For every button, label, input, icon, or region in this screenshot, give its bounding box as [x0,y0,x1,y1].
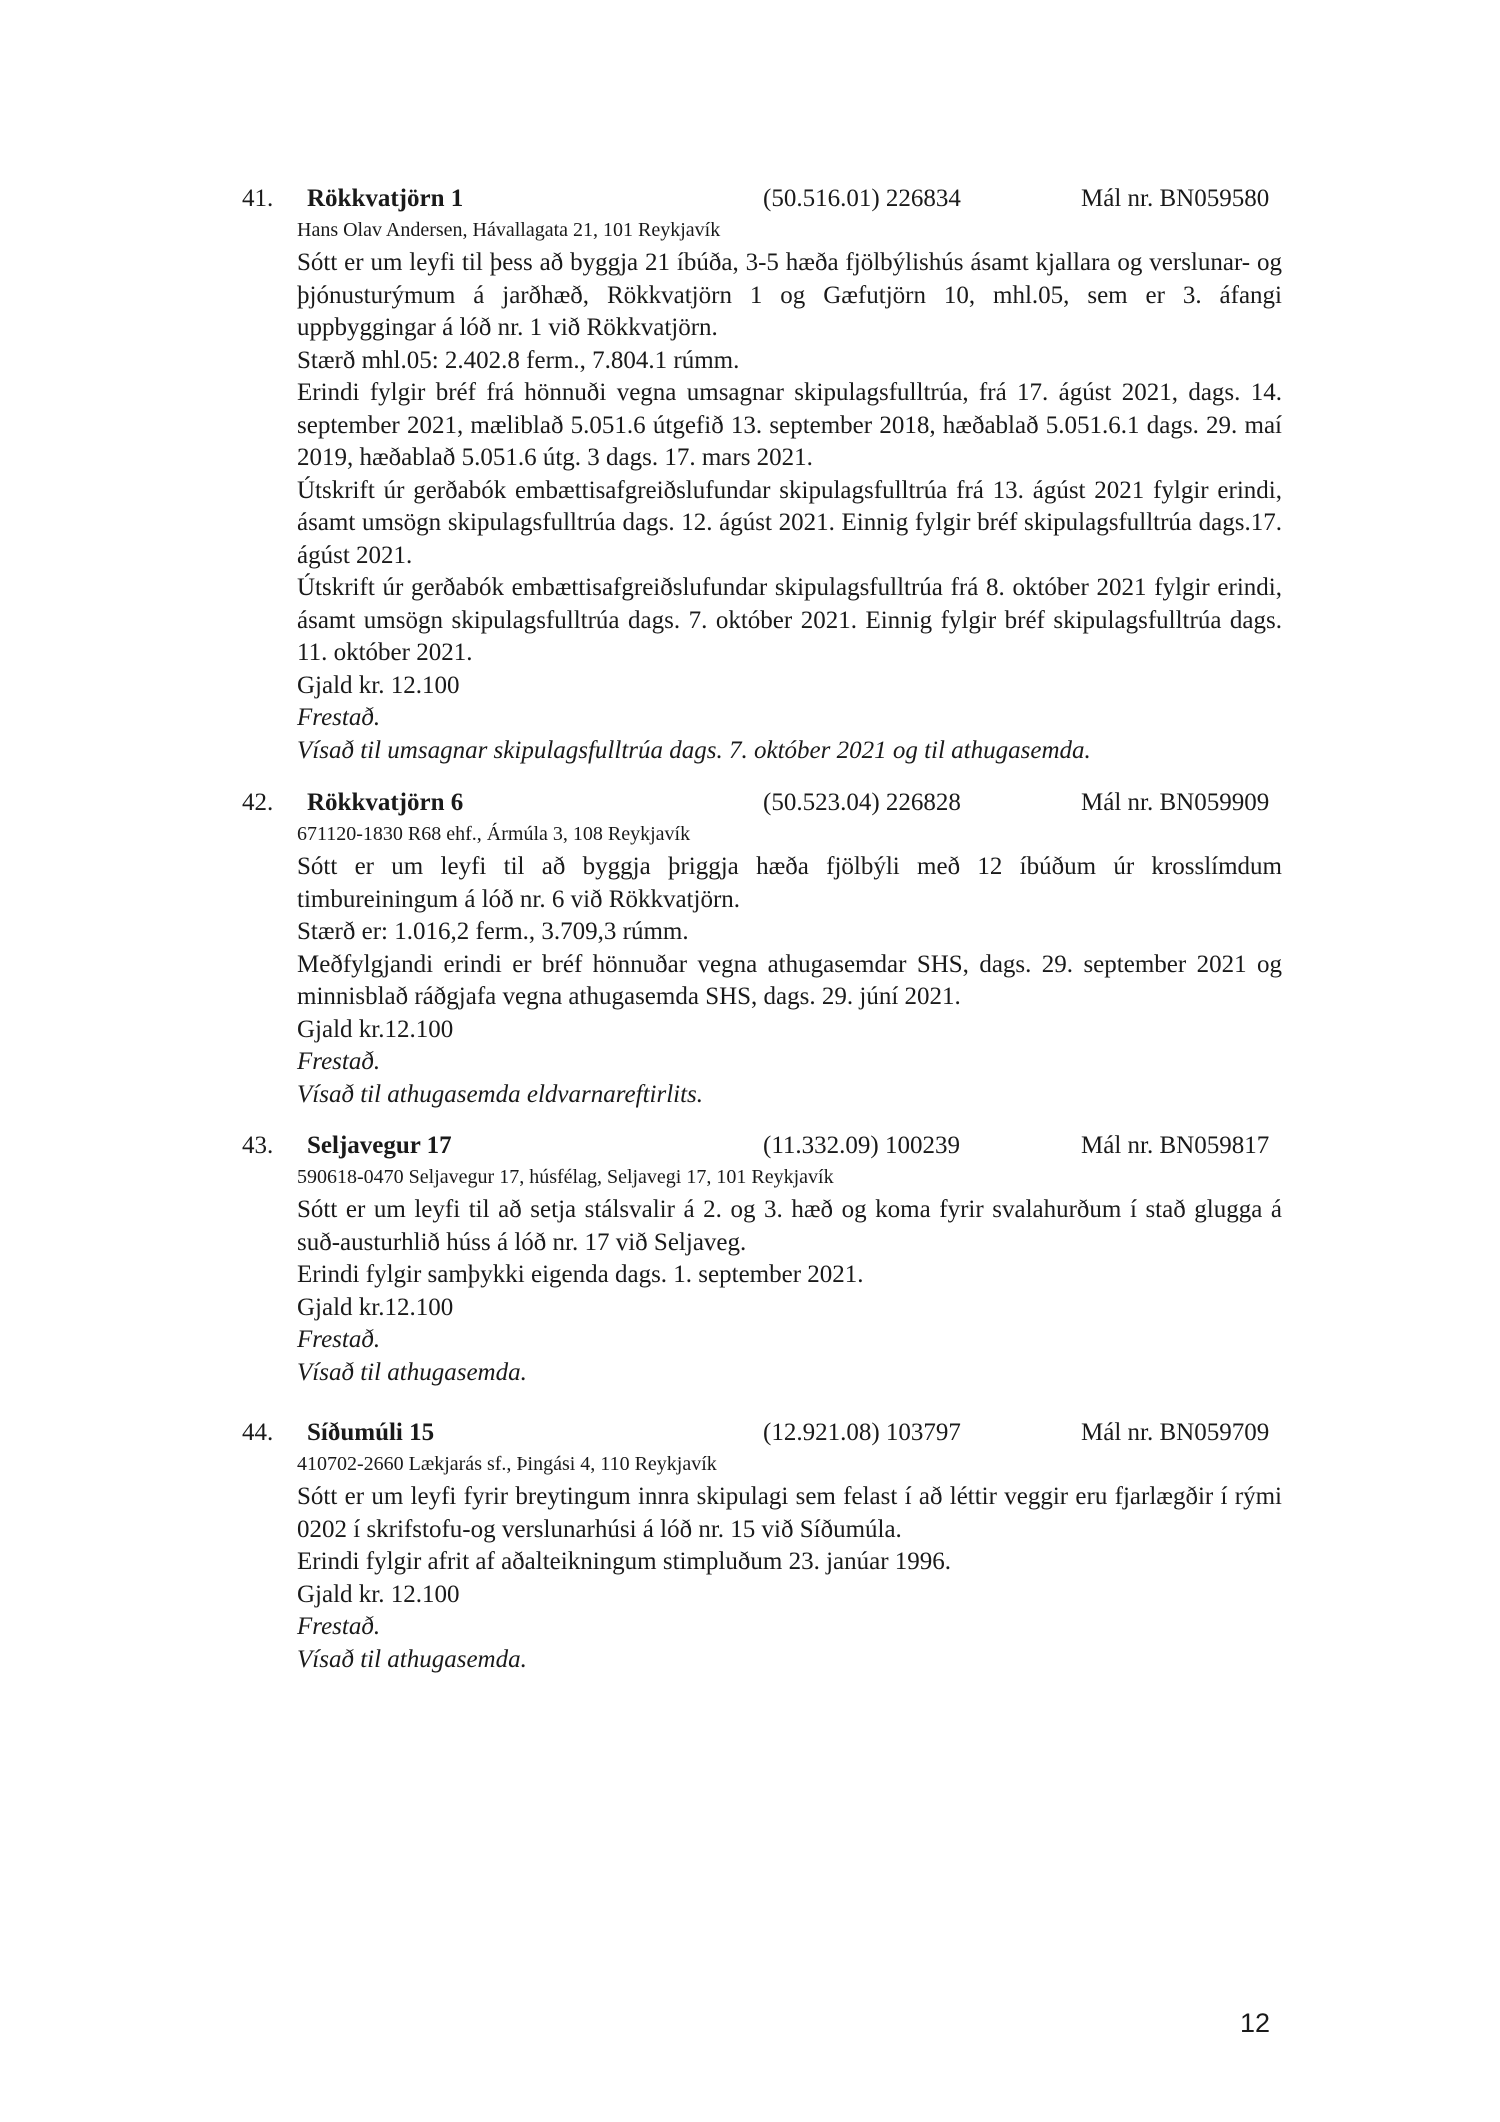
case-malnr: Mál nr. BN059817 [1081,1132,1270,1159]
case-street: Rökkvatjörn 6 [307,789,464,816]
case-ids: (50.523.04) 226828 [763,789,961,816]
case-paragraph: Sótt er um leyfi til að byggja þriggja hæða fjölbýli með 12 íbúðum úr krosslímdum timbureiningum á lóð nr. 6 við Rökkvatjörn. [297,853,1282,913]
case-header [0,1415,1500,1451]
case-paragraph: Útskrift úr gerðabók embættisafgreiðslufundar skipulagsfulltrúa frá 13. ágúst 2021 fylgir erindi, ásamt umsögn skipulagsfulltrúa dags. 12. ágúst 2021. Einnig fylgir bréf skipulagsfulltrúa dags.17. ágúst 2021. [297,476,1282,569]
applicant: 410702-2660 Lækjarás sf., Þingási 4, 110 Reykjavík [297,1453,717,1475]
case-paragraph: Erindi fylgir afrit af aðalteikningum stimpluðum 23. janúar 1996. [297,1548,952,1575]
case-42 [0,785,1500,1111]
case-malnr: Mál nr. BN059909 [1081,789,1270,816]
case-number: 43. [242,1132,274,1159]
case-paragraph: Sótt er um leyfi til þess að byggja 21 íbúða, 3-5 hæða fjölbýlishús ásamt kjallara og verslunar- og þjónusturýmum á jarðhæð, Rökkvatjörn 1 og Gæfutjörn 10, mhl.05, sem er 3. áfangi uppbyggingar á lóð nr. 1 við Rökkvatjörn. [297,249,1282,341]
case-number: 42. [242,789,274,816]
page-number: 12 [1240,2008,1271,2038]
case-header [0,1128,1500,1164]
case-paragraph: Erindi fylgir samþykki eigenda dags. 1. september 2021. [297,1261,864,1288]
case-body [297,821,1282,1111]
case-paragraph: Gjald kr.12.100 [297,1293,454,1321]
case-paragraph: Sótt er um leyfi til að setja stálsvalir á 2. og 3. hæð og koma fyrir svalahurðum í stað glugga á suð-austurhlið húss á lóð nr. 17 við Seljaveg. [297,1196,1282,1256]
case-paragraph: Gjald kr. 12.100 [297,1580,460,1608]
case-street: Seljavegur 17 [307,1132,452,1159]
case-malnr: Mál nr. BN059580 [1081,185,1270,212]
case-ids: (50.516.01) 226834 [763,185,961,212]
case-note: Vísað til athugasemda. [297,1645,527,1673]
case-header [0,181,1500,217]
case-number: 44. [242,1419,274,1446]
applicant: Hans Olav Andersen, Hávallagata 21, 101 Reykjavík [297,219,721,241]
case-malnr: Mál nr. BN059709 [1081,1419,1270,1446]
case-paragraph: Meðfylgjandi erindi er bréf hönnuðar vegna athugasemdar SHS, dags. 29. september 2021 og minnisblað ráðgjafa vegna athugasemda SHS, dags. 29. júní 2021. [297,950,1282,1010]
case-paragraph: Útskrift úr gerðabók embættisafgreiðslufundar skipulagsfulltrúa frá 8. október 2021 fylgir erindi, ásamt umsögn skipulagsfulltrúa dags. 7. október 2021. Einnig fylgir bréf skipulagsfulltrúa dags. 11. október 2021. [297,574,1282,666]
case-street: Síðumúli 15 [307,1419,435,1446]
case-body [297,217,1282,767]
applicant: 671120-1830 R68 ehf., Ármúla 3, 108 Reykjavík [297,823,691,845]
case-street: Rökkvatjörn 1 [307,185,464,212]
case-ids: (12.921.08) 103797 [763,1419,961,1446]
case-body [297,1451,1282,1676]
case-status: Frestað. [297,1613,381,1640]
applicant: 590618-0470 Seljavegur 17, húsfélag, Seljavegi 17, 101 Reykjavík [297,1166,834,1188]
case-44 [0,1415,1500,1676]
case-paragraph: Gjald kr.12.100 [297,1015,454,1043]
case-note: Vísað til athugasemda eldvarnareftirlits. [297,1080,704,1108]
case-header [0,785,1500,821]
case-paragraph: Gjald kr. 12.100 [297,671,460,699]
case-paragraph: Erindi fylgir bréf frá hönnuði vegna umsagnar skipulagsfulltrúa, frá 17. ágúst 2021, dags. 14. september 2021, mæliblað 5.051.6 útgefið 13. september 2018, hæðablað 5.051.6.1 dags. 29. maí 2019, hæðablað 5.051.6 útg. 3 dags. 17. mars 2021. [297,379,1282,471]
case-43 [0,1128,1500,1389]
case-status: Frestað. [297,1326,381,1353]
case-body [297,1164,1282,1389]
case-note: Vísað til athugasemda. [297,1358,527,1386]
case-note: Vísað til umsagnar skipulagsfulltrúa dags. 7. október 2021 og til athugasemda. [297,736,1091,764]
case-status: Frestað. [297,704,381,731]
case-status: Frestað. [297,1048,381,1075]
case-ids: (11.332.09) 100239 [763,1132,960,1159]
case-number: 41. [242,185,274,212]
case-paragraph: Sótt er um leyfi fyrir breytingum innra skipulagi sem felast í að léttir veggir eru fjarlægðir í rými 0202 í skrifstofu-og verslunarhúsi á lóð nr. 15 við Síðumúla. [297,1483,1282,1543]
case-paragraph: Stærð er: 1.016,2 ferm., 3.709,3 rúmm. [297,918,689,945]
case-41 [0,181,1500,767]
case-paragraph: Stærð mhl.05: 2.402.8 ferm., 7.804.1 rúmm. [297,346,740,374]
